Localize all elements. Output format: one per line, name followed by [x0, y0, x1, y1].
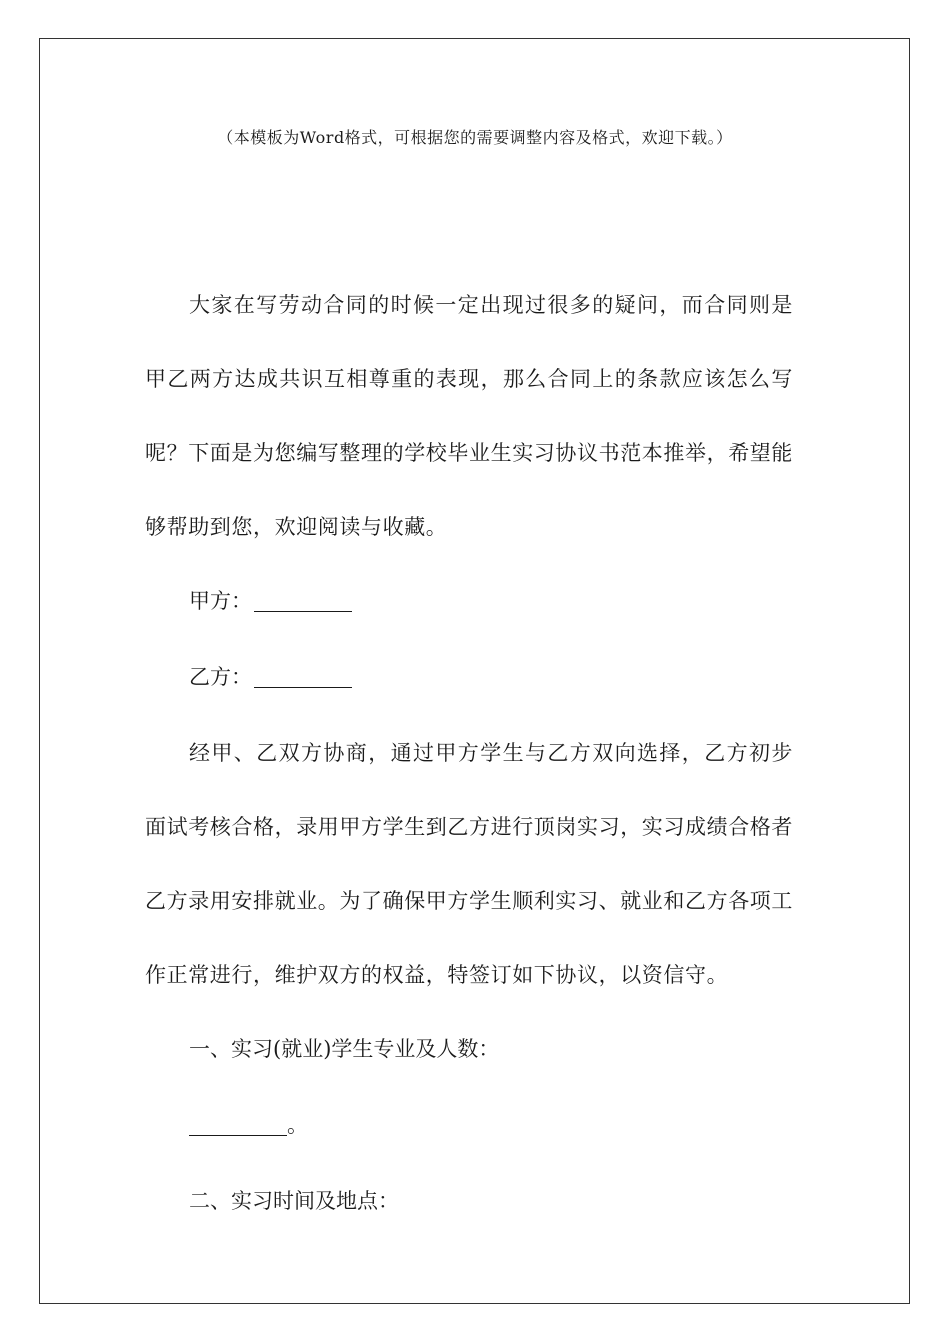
party-a-label: 甲方： [189, 589, 252, 613]
section-1-heading: 一、实习(就业)学生专业及人数： [189, 1037, 500, 1061]
intro-paragraph: 大家在写劳动合同的时候一定出现过很多的疑问，而合同则是甲乙两方达成共识互相尊重的表现，那么合同上的条款应该怎么写呢？下面是为您编写整理的学校毕业生实习协议书范本推举，希望能够帮助到您，欢迎阅读与收藏。 [145, 293, 793, 539]
party-b-label: 乙方： [189, 665, 252, 689]
party-b-blank[interactable] [254, 669, 352, 688]
section-2-heading: 二、实习时间及地点： [189, 1189, 399, 1213]
section-1-fill-row [145, 1088, 793, 1164]
section-1-blank[interactable] [189, 1117, 287, 1136]
document-body [145, 268, 793, 1240]
agreement-paragraph: 经甲、乙双方协商，通过甲方学生与乙方双向选择，乙方初步面试考核合格，录用甲方学生到乙方进行顶岗实习，实习成绩合格者乙方录用安排就业。为了确保甲方学生顺利实习、就业和乙方各项工作正常进行，维护双方的权益，特签订如下协议，以资信守。 [145, 741, 793, 987]
party-a-blank[interactable] [254, 593, 352, 612]
party-b-row [145, 640, 793, 716]
party-a-row [145, 564, 793, 640]
section-1-fill-suffix: 。 [287, 1113, 308, 1137]
template-note: （本模板为Word格式，可根据您的需要调整内容及格式，欢迎下载。） [217, 128, 733, 147]
